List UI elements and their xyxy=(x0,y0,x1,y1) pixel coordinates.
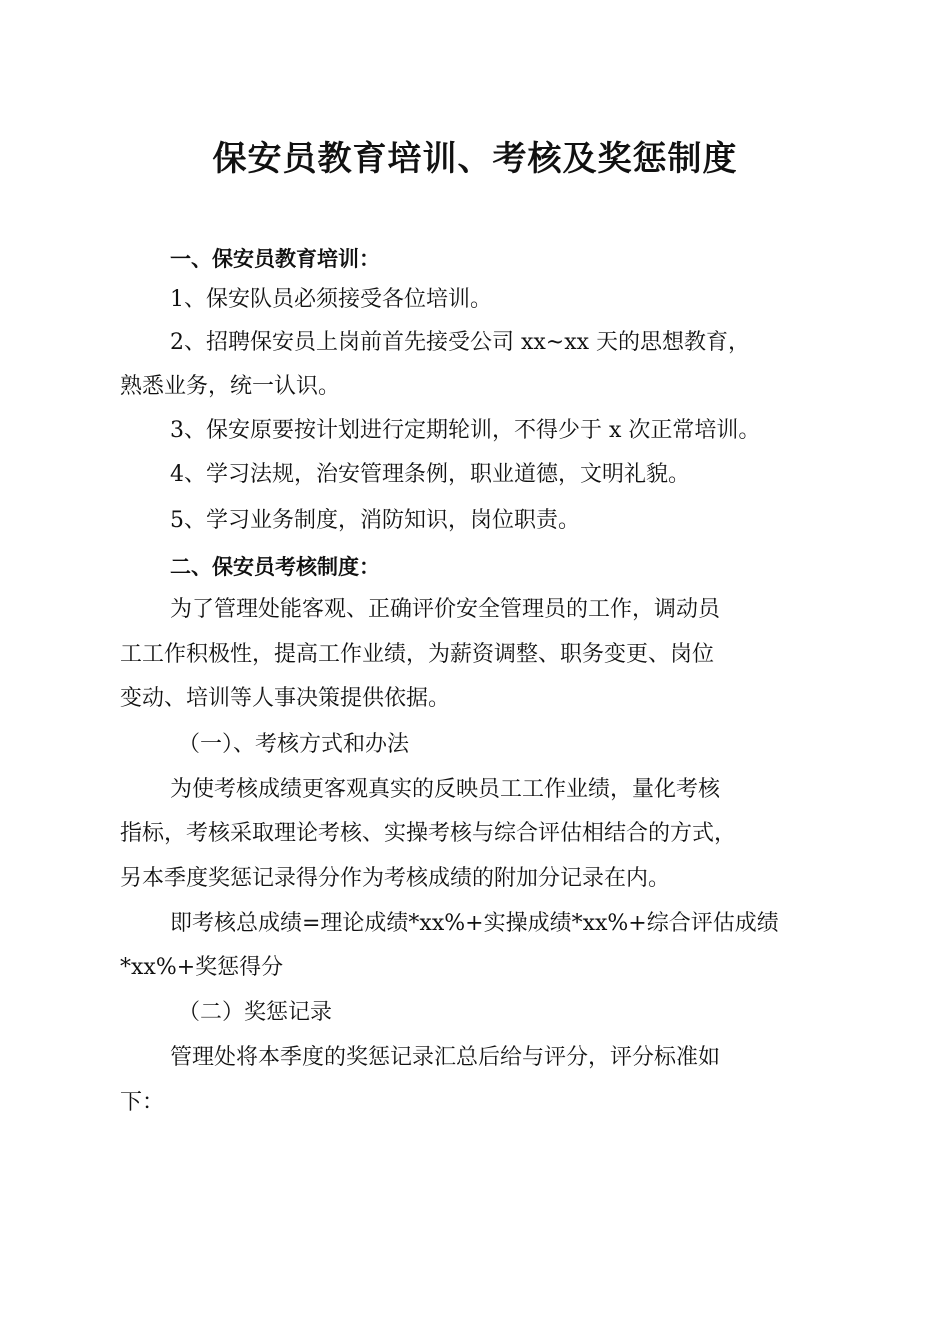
subsection1-para1-line-2: 指标，考核采取理论考核、实操考核与综合评估相结合的方式， xyxy=(120,821,737,846)
document-title: 保安员教育培训、考核及奖惩制度 xyxy=(212,139,738,179)
subsection2-para1-line-1: 管理处将本季度的奖惩记录汇总后给与评分，评分标准如 xyxy=(170,1045,721,1070)
subsection1-para2-line-1: 即考核总成绩=理论成绩*xx%+实操成绩*xx%+综合评估成绩 xyxy=(170,911,779,936)
section1-item-4: 4、学习法规，治安管理条例，职业道德，文明礼貌。 xyxy=(170,462,690,487)
section1-item-3: 3、保安原要按计划进行定期轮训，不得少于 x 次正常培训。 xyxy=(170,418,761,443)
section1-heading: 一、保安员教育培训： xyxy=(170,247,380,271)
section2-intro-line-3: 变动、培训等人事决策提供依据。 xyxy=(120,686,451,711)
section1-item-2-line-1: 2、招聘保安员上岗前首先接受公司 xx~xx 天的思想教育， xyxy=(170,330,751,355)
subsection1-para2-line-2: *xx%+奖惩得分 xyxy=(120,955,284,980)
section2-intro-line-2: 工工作积极性，提高工作业绩，为薪资调整、职务变更、岗位 xyxy=(120,642,715,667)
section1-item-1: 1、保安队员必须接受各位培训。 xyxy=(170,287,492,312)
section2-heading: 二、保安员考核制度： xyxy=(170,555,380,579)
subsection1-para1-line-3: 另本季度奖惩记录得分作为考核成绩的附加分记录在内。 xyxy=(120,866,671,891)
subsection2-para1-line-2: 下： xyxy=(120,1090,165,1115)
section1-item-5: 5、学习业务制度，消防知识，岗位职责。 xyxy=(170,508,580,533)
section2-intro-line-1: 为了管理处能客观、正确评价安全管理员的工作，调动员 xyxy=(170,597,721,622)
subsection1-heading: （一）、考核方式和办法 xyxy=(178,732,410,757)
section1-item-2-line-2: 熟悉业务，统一认识。 xyxy=(120,374,341,399)
subsection2-heading: （二）奖惩记录 xyxy=(178,1000,333,1025)
subsection1-para1-line-1: 为使考核成绩更客观真实的反映员工工作业绩，量化考核 xyxy=(170,777,721,802)
